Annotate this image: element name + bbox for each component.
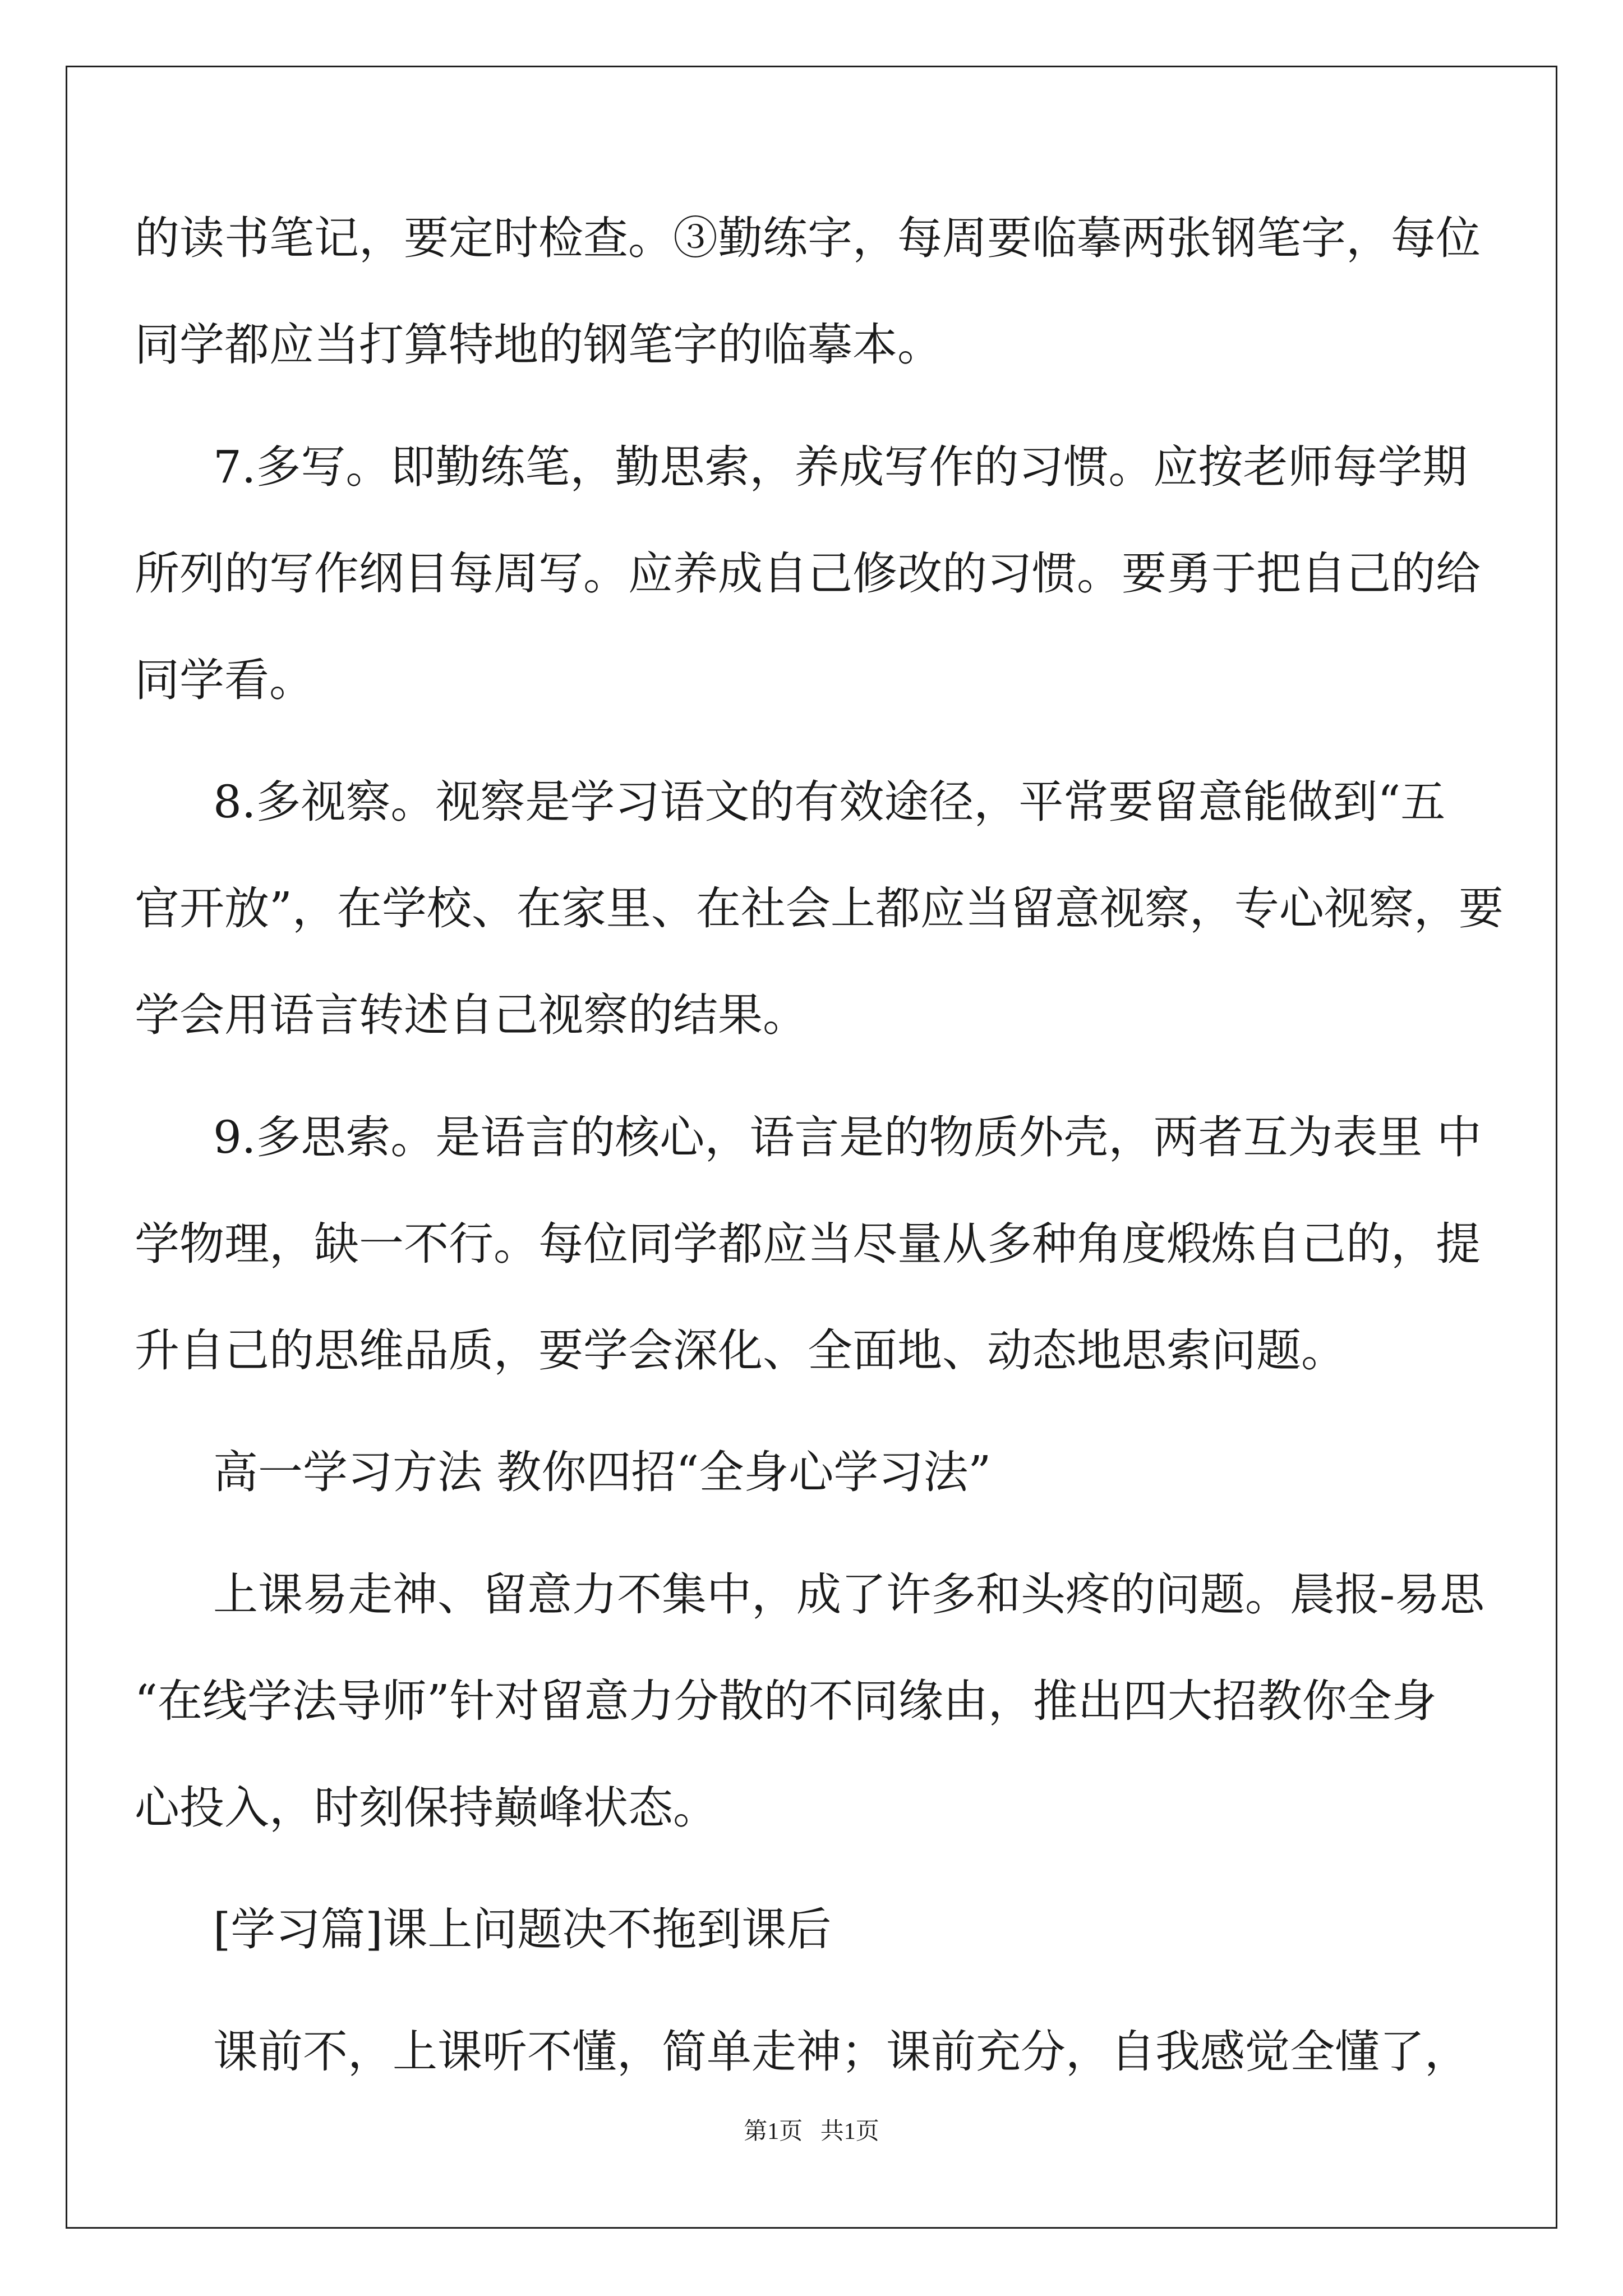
footer-spacer	[803, 2119, 820, 2145]
text-line: 所列的写作纲目每周写。应养成自己修改的习惯。要勇于把自己的给	[135, 547, 1481, 600]
section-heading: 高一学习方法 教你四招“全身心学习法”	[213, 1446, 992, 1498]
paragraph-first-line: 9.多思索。是语言的核心，语言是的物质外壳，两者互为表里 中	[213, 1111, 1482, 1163]
paragraph-first-line: 7.多写。即勤练笔，勤思索，养成写作的习惯。应按老师每学期	[213, 441, 1468, 493]
text-line: 学会用语言转述自己视察的结果。	[135, 989, 808, 1041]
page-footer	[0, 2115, 1623, 2148]
text-line: 同学看。	[135, 654, 314, 706]
text-line: 官开放”，在学校、在家里、在社会上都应当留意视察，专心视察，要	[135, 882, 1504, 935]
text-line: 学物理，缺一不行。每位同学都应当尽量从多种角度煅炼自己的，提	[135, 1218, 1481, 1270]
page-number: 第1页	[744, 2119, 803, 2145]
page-total: 共1页	[820, 2119, 879, 2145]
paragraph-first-line: 上课易走神、留意力不集中，成了许多和头疼的问题。晨报-易思	[213, 1568, 1485, 1621]
text-line: 同学都应当打算特地的钢笔字的临摹本。	[135, 319, 942, 371]
section-heading: [学习篇]课上问题决不拖到课后	[213, 1903, 832, 1955]
paragraph-first-line: 课前不，上课听不懂，简单走神；课前充分，自我感觉全懂了，	[213, 2026, 1469, 2078]
paragraph-first-line: 8.多视察。视察是学习语文的有效途径，平常要留意能做到“五	[213, 776, 1446, 828]
text-line: 的读书笔记，要定时检查。③勤练字，每周要临摹两张钢笔字，每位	[135, 212, 1481, 264]
text-line: “在线学法导师”针对留意力分散的不同缘由，推出四大招教你全身	[135, 1675, 1437, 1727]
text-line: 升自己的思维品质，要学会深化、全面地、动态地思索问题。	[135, 1324, 1346, 1377]
text-line: 心投入，时刻保持巅峰状态。	[135, 1782, 718, 1834]
